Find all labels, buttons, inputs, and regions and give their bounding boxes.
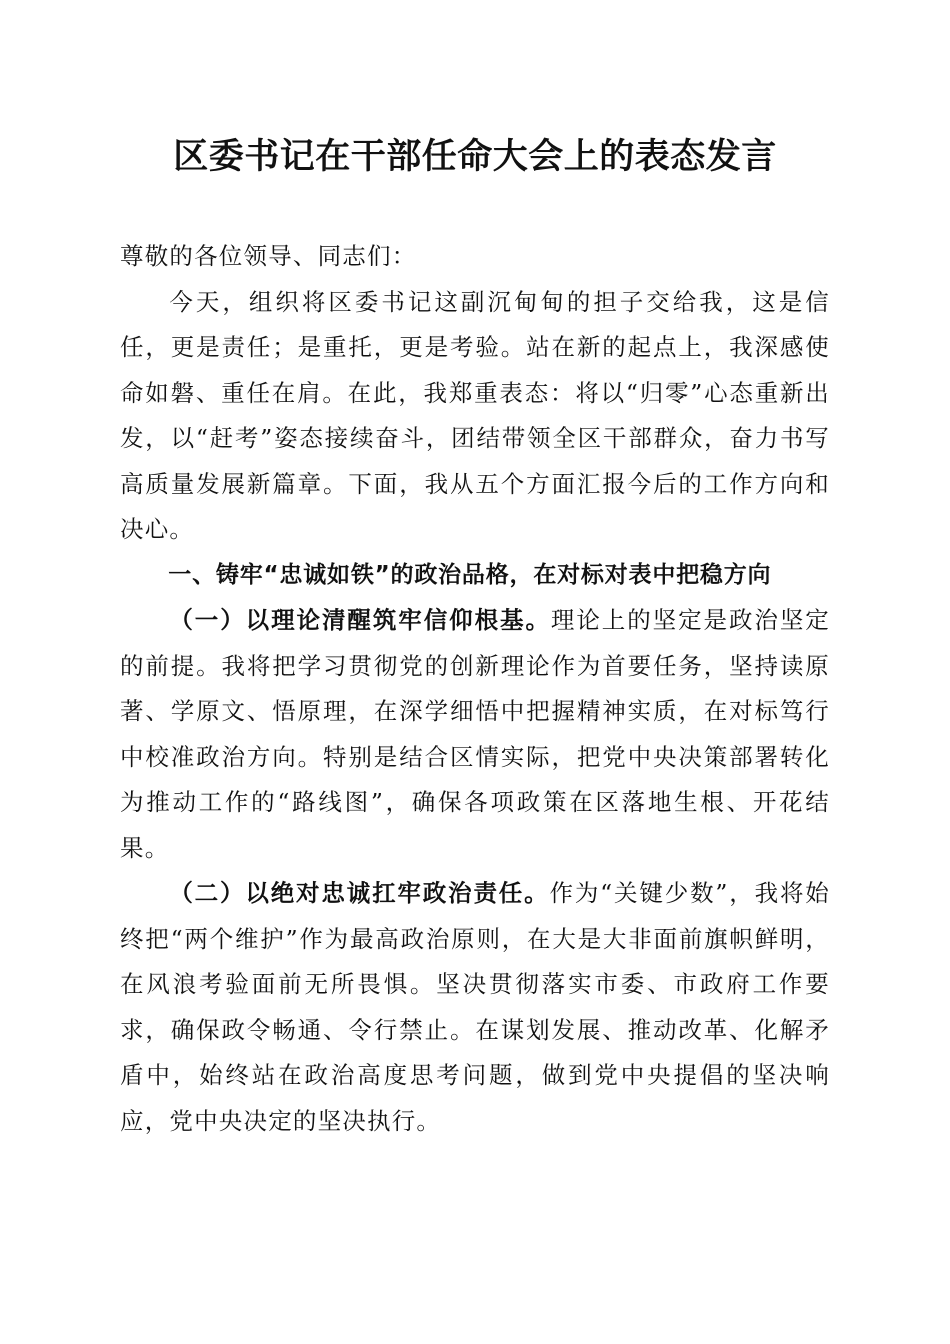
subsection-lead-1: （一）以理论清醒筑牢信仰根基。 [169, 606, 551, 634]
subsection-paragraph-1 [120, 598, 830, 871]
document-body [120, 234, 830, 1144]
subsection-text-1: 理论上的坚定是政治坚定的前提。我将把学习贯彻党的创新理论作为首要任务，坚持读原著、学原文、悟原理，在深学细悟中把握精神实质，在对标笃行中校准政治方向。特别是结合区情实际，把党中央决策部署转化为推动工作的“路线图”，确保各项政策在区落地生根、开花结果。 [120, 606, 831, 862]
subsection-lead-2: （二）以绝对忠诚扛牢政治责任。 [169, 879, 550, 907]
subsection-paragraph-2 [120, 871, 830, 1144]
intro-paragraph: 今天，组织将区委书记这副沉甸甸的担子交给我，这是信任，更是责任；是重托，更是考验。站在新的起点上，我深感使命如磐、重任在肩。在此，我郑重表态：将以“归零”心态重新出发，以“赶考”姿态接续奋斗，团结带领全区干部群众，奋力书写高质量发展新篇章。下面，我从五个方面汇报今后的工作方向和决心。 [120, 287, 830, 543]
document-title: 区委书记在干部任命大会上的表态发言 [173, 136, 777, 177]
salutation: 尊敬的各位领导、同志们： [120, 242, 417, 270]
subsection-text-2: 作为“关键少数”，我将始终把“两个维护”作为最高政治原则，在大是大非面前旗帜鲜明，在风浪考验面前无所畏惧。坚决贯彻落实市委、市政府工作要求，确保政令畅通、令行禁止。在谋划发展、推动改革、化解矛盾中，始终站在政治高度思考问题，做到党中央提倡的坚决响应，党中央决定的坚决执行。 [120, 879, 831, 1135]
section-heading-1: 一、铸牢“忠诚如铁”的政治品格，在对标对表中把稳方向 [168, 561, 772, 588]
